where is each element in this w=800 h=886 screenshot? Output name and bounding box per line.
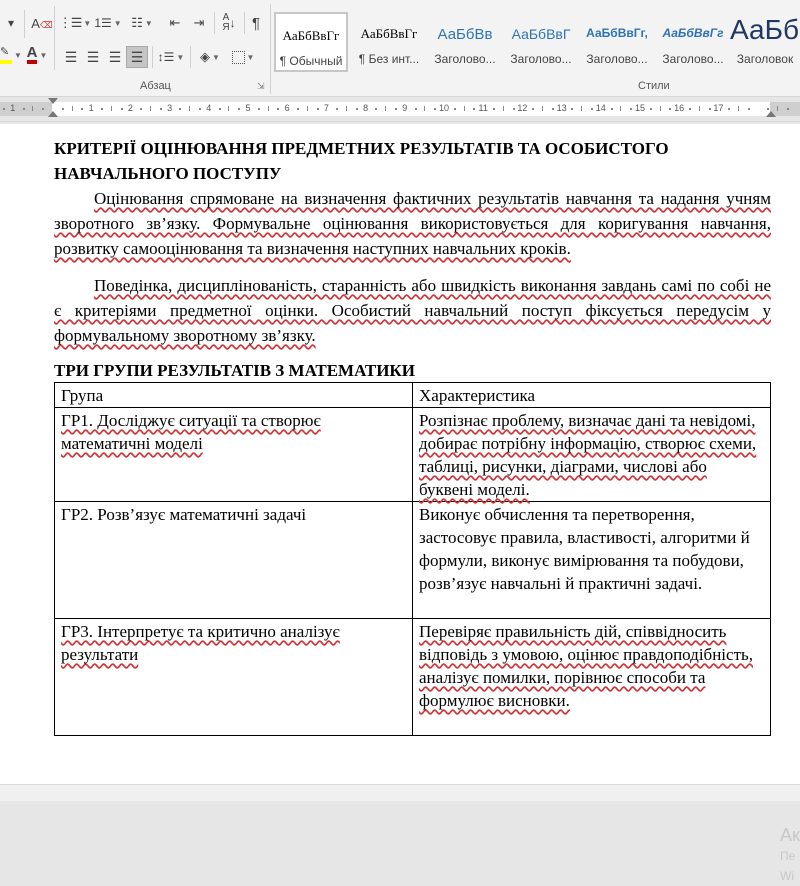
ruler-number: 2 (127, 103, 133, 113)
ruler-number: 5 (245, 103, 251, 113)
ruler-tick (777, 106, 778, 111)
ruler-tick (32, 106, 33, 111)
change-case-button[interactable] (30, 12, 54, 34)
ruler-number: 15 (634, 103, 646, 113)
ruler-tick (660, 106, 661, 111)
styles-group-label: Стили (638, 80, 670, 92)
font-color-button[interactable]: A ▼ (22, 44, 52, 66)
bullet-list-icon: ⋮☰ (58, 15, 82, 30)
ruler-tick (62, 108, 64, 110)
ruler-tick (748, 108, 750, 110)
ruler-tick (532, 108, 534, 110)
ruler-tick (415, 108, 417, 110)
ruler-number: 11 (478, 103, 488, 113)
paragraph-dialog-launcher-icon[interactable]: ⇲ (257, 81, 265, 91)
ruler-tick (140, 108, 142, 110)
ruler-tick (238, 108, 240, 110)
show-formatting-button[interactable] (246, 12, 266, 34)
table-cell[interactable] (413, 502, 771, 619)
right-indent-marker[interactable] (766, 111, 776, 117)
clear-format-icon: A⌫ (31, 15, 53, 31)
ruler-tick (385, 106, 386, 111)
style-sample: АаБбВвГ (511, 26, 571, 42)
activation-watermark (780, 824, 800, 886)
pilcrow-icon: ¶ (251, 14, 261, 32)
ruler-tick (542, 106, 543, 111)
ruler-tick (42, 108, 44, 110)
decrease-indent-button[interactable] (164, 12, 186, 34)
ruler-tick (709, 108, 711, 110)
ruler-tick (689, 108, 691, 110)
line-spacing-icon: ↕☰ (157, 50, 175, 64)
paragraph-behavior (54, 273, 771, 348)
table-cell[interactable] (413, 408, 771, 502)
table-header-cell[interactable]: Характеристика (413, 383, 771, 408)
ruler-tick (767, 108, 769, 110)
ruler-tick (101, 108, 103, 110)
ruler-number: 12 (517, 103, 528, 113)
table-cell[interactable] (55, 619, 413, 736)
ruler-tick (513, 108, 515, 110)
ruler-tick (111, 106, 112, 111)
justify-icon: ☰ (130, 48, 144, 65)
ruler-tick (228, 106, 229, 111)
align-right-icon: ☰ (108, 48, 122, 65)
paragraph-text: Поведінка, дисциплінованість, старанність або швидкість виконання завдань самі по собі не є критеріями предметної оцінки. Особистий навчальний поступ фіксується передусім у формувальному зворотному зв’язку. (54, 276, 771, 345)
highlight-color-button[interactable]: ✎ ▼ (0, 44, 22, 66)
bullets-button[interactable]: ⋮☰ ▼ (58, 15, 92, 30)
ruler-tick (571, 108, 573, 110)
table-cell[interactable] (413, 619, 771, 736)
align-center-button[interactable] (82, 46, 104, 68)
highlighter-icon: ✎ (0, 46, 12, 64)
paragraph-assessment (54, 186, 771, 261)
clear-formatting-button[interactable]: ▾ (7, 16, 15, 30)
ruler-number: 9 (402, 103, 408, 113)
ruler-tick (317, 108, 319, 110)
align-center-icon: ☰ (86, 48, 100, 65)
ruler-tick (395, 108, 397, 110)
ruler-number: 10 (438, 103, 450, 113)
style-name: Заголовок (736, 52, 794, 66)
style-name: Заголово... (662, 52, 724, 66)
ruler-number: 1 (10, 103, 16, 113)
align-left-button[interactable] (60, 46, 82, 68)
style-item[interactable] (428, 12, 502, 72)
ruler-tick (336, 108, 338, 110)
line-spacing-button[interactable]: ↕☰ ▼ (157, 50, 185, 64)
ruler-tick (493, 108, 495, 110)
ruler-tick (434, 108, 436, 110)
ruler-tick (219, 108, 221, 110)
ribbon-divider (244, 12, 245, 34)
ruler-tick (424, 106, 425, 111)
style-name: Заголово... (434, 52, 496, 66)
style-sample: АаБбВв (437, 26, 493, 43)
styles-gallery (274, 6, 800, 72)
ruler-tick (268, 106, 269, 111)
ruler-tick (199, 108, 201, 110)
multilevel-list-icon: ☷ (131, 15, 143, 30)
ruler-tick (581, 106, 582, 111)
ruler-number: 16 (674, 103, 685, 113)
ruler-number: 14 (595, 103, 606, 113)
style-name: ¶ Без инт... (358, 52, 420, 66)
paragraph-text: Оцінювання спрямоване на визначення фактичних результатів навчання та надання учням зворотного зв’язку. Формувальне оцінювання використовується для коригування навчання, розвитку самооцінювання та визначення наступних навчальних кроків. (54, 189, 771, 258)
ruler-tick (160, 108, 162, 110)
ruler-tick (307, 106, 308, 111)
paint-bucket-icon: ◈ (200, 49, 211, 64)
sort-button[interactable]: A Я ↓ (222, 12, 236, 33)
increase-indent-icon: ⇥ (193, 15, 205, 30)
table-cell[interactable] (55, 408, 413, 502)
ruler-number: 6 (284, 103, 290, 113)
ruler-tick (473, 108, 475, 110)
ruler-tick (189, 106, 190, 111)
borders-button[interactable]: ▼ (228, 46, 258, 68)
horizontal-ruler[interactable] (0, 97, 800, 122)
ruler-tick (699, 106, 700, 111)
ruler-tick (375, 108, 377, 110)
cell-text: ГР2. Розв’язує математичні задачі (61, 505, 307, 524)
ruler-tick (297, 108, 299, 110)
cell-text: ГР1. Досліджує ситуації та створює математичні моделі (61, 411, 321, 453)
document-body[interactable] (54, 136, 771, 736)
ruler-tick (356, 108, 358, 110)
ruler-tick (454, 108, 456, 110)
style-name: Заголово... (586, 52, 648, 66)
ribbon-divider (24, 10, 25, 38)
cell-text: ГР3. Інтерпретує та критично аналізує результати (61, 622, 340, 664)
ruler-tick (552, 108, 554, 110)
shading-button[interactable]: ◈ ▼ (200, 49, 220, 64)
style-name: ¶ Обычный (279, 54, 343, 68)
ribbon-divider (152, 46, 153, 68)
ruler-number: 13 (556, 103, 567, 113)
ruler-tick (23, 108, 25, 110)
ruler-number: 1 (88, 103, 94, 113)
sort-az-icon: A Я (222, 12, 230, 33)
style-item[interactable] (504, 12, 578, 72)
table-header-row (55, 383, 771, 408)
ruler-tick (650, 108, 652, 110)
style-sample: АаБб (730, 14, 799, 45)
table-row (55, 502, 771, 619)
style-item[interactable] (580, 12, 654, 72)
ribbon (0, 0, 800, 97)
numbering-button[interactable]: 1☰ ▼ (94, 16, 122, 30)
align-left-icon: ☰ (64, 48, 78, 65)
style-sample: АаБбВвГг, (586, 26, 648, 40)
style-item[interactable] (656, 12, 730, 72)
cell-text: Перевіряє правильність дій, співвідносить відповідь з умовою, оцінює правдоподібність, аналізує помилки, порівнює способи та формулює висновки. (419, 622, 753, 710)
watermark-line: Пе (780, 849, 796, 863)
ruler-tick (258, 108, 260, 110)
ruler-tick (150, 106, 151, 111)
ruler-tick (787, 108, 789, 110)
hanging-indent-marker[interactable] (48, 111, 58, 117)
watermark-line: Ак (780, 825, 800, 845)
cell-text: Виконує обчислення та перетворення, застосовує правила, властивості, алгоритми й формули, виконує вимірювання та побудови, розв’язує навчальні й практичні задачі. (419, 505, 750, 593)
ruler-number: 17 (713, 103, 724, 113)
table-heading: ТРИ ГРУПИ РЕЗУЛЬТАТІВ З МАТЕМАТИКИ (54, 361, 415, 380)
ruler-number: 4 (206, 103, 212, 113)
first-line-indent-marker[interactable] (48, 98, 58, 104)
paragraph-group-label: Абзац (140, 80, 171, 92)
ruler-tick (611, 108, 613, 110)
ruler-left-margin (0, 102, 52, 116)
ruler-tick (3, 108, 5, 110)
ruler-tick (121, 108, 123, 110)
borders-icon (232, 51, 245, 64)
font-color-icon: A (27, 46, 38, 64)
ruler-tick (620, 106, 621, 111)
decrease-indent-icon: ⇤ (169, 15, 181, 30)
document-heading: КРИТЕРІЇ ОЦІНЮВАННЯ ПРЕДМЕТНИХ РЕЗУЛЬТАТІВ ТА ОСОБИСТОГО НАВЧАЛЬНОГО ПОСТУПУ (54, 139, 669, 183)
ruler-tick (503, 106, 504, 111)
style-item[interactable] (352, 12, 426, 72)
ruler-tick (630, 108, 632, 110)
watermark-line: Wi (780, 869, 794, 883)
align-right-button[interactable] (104, 46, 126, 68)
style-item[interactable] (730, 12, 800, 72)
ruler-tick (464, 106, 465, 111)
ruler-tick (346, 106, 347, 111)
ruler-number: 8 (363, 103, 369, 113)
table-row (55, 619, 771, 736)
increase-indent-button[interactable] (188, 12, 210, 34)
style-sample: АаБбВвГг (282, 28, 340, 43)
style-name: Заголово... (510, 52, 572, 66)
ruler-tick (728, 108, 730, 110)
ruler-tick (277, 108, 279, 110)
ribbon-divider (214, 12, 215, 34)
ruler-tick (591, 108, 593, 110)
ruler-number: 7 (323, 103, 329, 113)
numbered-list-icon: 1☰ (94, 16, 112, 30)
table-row (55, 408, 771, 502)
justify-button[interactable] (126, 46, 148, 68)
ribbon-divider (270, 4, 271, 94)
table-header-cell[interactable]: Група (55, 383, 413, 408)
style-sample: АаБбВвГг (662, 26, 724, 40)
document-page[interactable] (0, 124, 800, 883)
ruler-number: 3 (167, 103, 173, 113)
cell-text: Розпізнає проблему, визначає дані та невідомі, добирає потрібну інформацію, створює схеми, таблиці, рисунки, діаграми, числові або буквені моделі. (419, 411, 757, 499)
style-sample: АаБбВвГг (360, 26, 418, 41)
ruler-tick (179, 108, 181, 110)
ribbon-divider (190, 46, 191, 68)
ruler-tick (738, 106, 739, 111)
table-cell[interactable] (55, 502, 413, 619)
ruler-tick (72, 106, 73, 111)
status-bar (0, 784, 800, 801)
ruler-tick (669, 108, 671, 110)
ruler-tick (81, 108, 83, 110)
multilevel-list-button[interactable]: ☷ ▼ (131, 15, 153, 30)
ribbon-divider (54, 6, 55, 70)
style-item[interactable] (274, 12, 348, 72)
results-table (54, 382, 771, 736)
